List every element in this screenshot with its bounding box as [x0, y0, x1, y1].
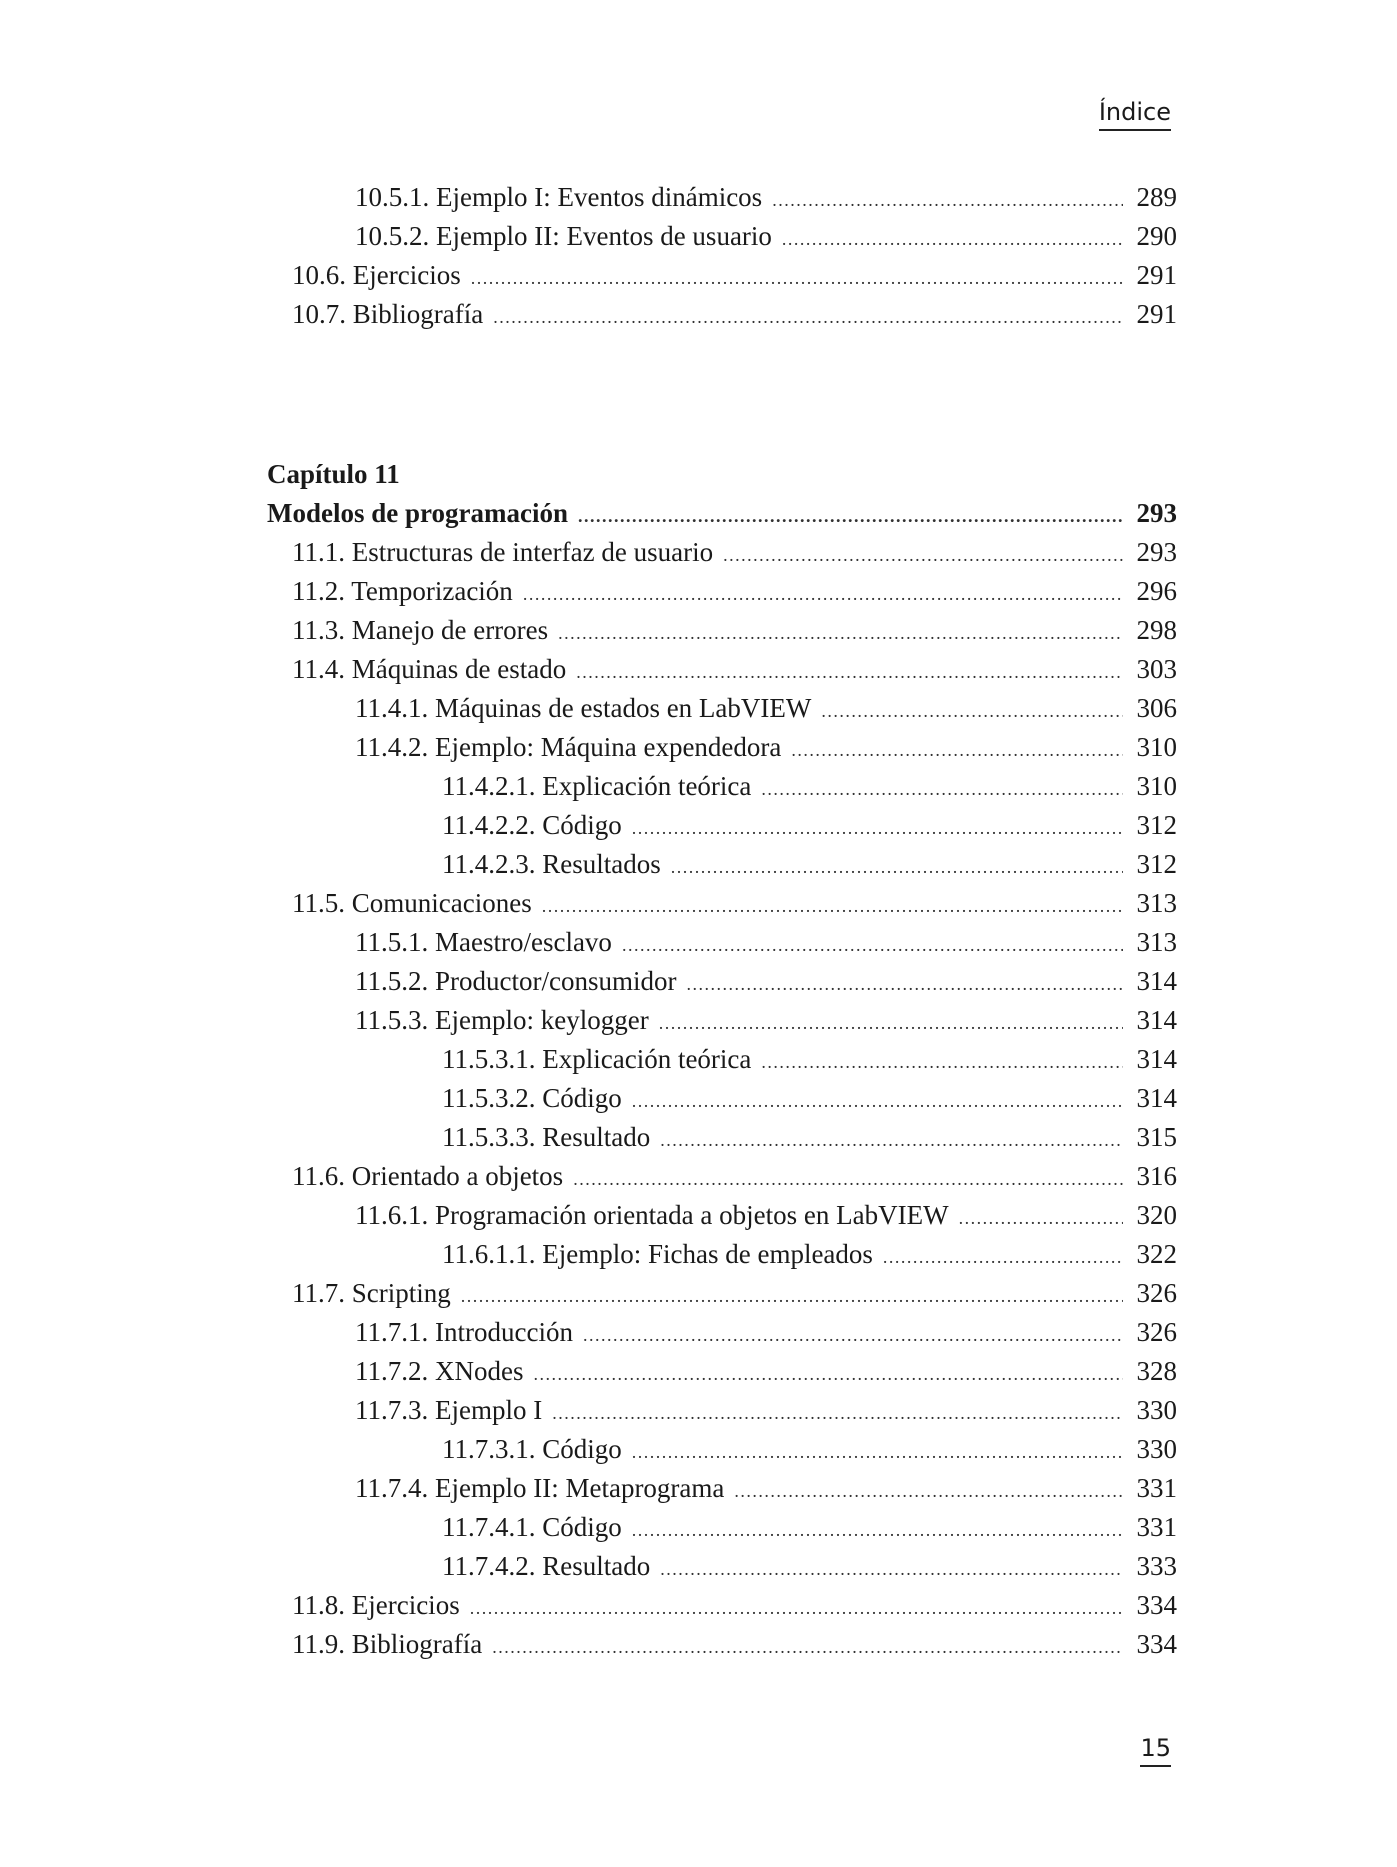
- toc-entry-label: 11.6.1.1. Ejemplo: Fichas de empleados: [442, 1239, 873, 1269]
- toc-entry-page: 310: [1136, 771, 1177, 801]
- toc-entry-page: 316: [1136, 1161, 1177, 1191]
- leader-dots: [493, 298, 1122, 337]
- running-head-title: Índice: [1099, 100, 1171, 131]
- toc-entry-page: 331: [1136, 1512, 1177, 1542]
- toc-entry-list: [267, 533, 1177, 1664]
- toc-entry-label: 11.6. Orientado a objetos: [292, 1161, 564, 1191]
- leader-dots: [523, 575, 1123, 614]
- toc-entry-page: 326: [1136, 1317, 1177, 1347]
- toc-entry-label: 11.3. Manejo de errores: [292, 615, 549, 645]
- toc-continued-section: [267, 178, 1177, 334]
- chapter-label: Capítulo 11: [267, 459, 400, 489]
- toc-entry[interactable]: [267, 767, 1177, 806]
- leader-dots: [542, 887, 1123, 926]
- leader-dots: [578, 497, 1123, 536]
- leader-dots: [772, 181, 1122, 220]
- leader-dots: [660, 1121, 1122, 1160]
- toc-entry[interactable]: [267, 845, 1177, 884]
- toc-entry[interactable]: [267, 650, 1177, 689]
- toc-entry-page: 291: [1136, 260, 1177, 290]
- toc-entry-page: 290: [1136, 221, 1177, 251]
- toc-entry[interactable]: [267, 1001, 1177, 1040]
- toc-entry[interactable]: [267, 533, 1177, 572]
- leader-dots: [791, 731, 1122, 770]
- toc-entry-label: 11.5.2. Productor/consumidor: [355, 966, 677, 996]
- toc-entry[interactable]: [267, 1547, 1177, 1586]
- toc-entry-page: 298: [1136, 615, 1177, 645]
- toc-entry-page: 330: [1136, 1434, 1177, 1464]
- toc-entry[interactable]: [267, 1430, 1177, 1469]
- toc-entry[interactable]: [267, 1586, 1177, 1625]
- leader-dots: [461, 1277, 1123, 1316]
- toc-entry-label: 11.7.1. Introducción: [355, 1317, 573, 1347]
- toc-entry-page: 313: [1136, 927, 1177, 957]
- page-number: 15: [1140, 1736, 1171, 1767]
- leader-dots: [470, 1589, 1123, 1628]
- toc-entry-page: 293: [1136, 537, 1177, 567]
- leader-dots: [471, 259, 1123, 298]
- toc-entry-label: 11.8. Ejercicios: [292, 1590, 460, 1620]
- chapter-title: Modelos de programación: [267, 498, 568, 528]
- toc-entry[interactable]: [267, 1469, 1177, 1508]
- leader-dots: [660, 1550, 1122, 1589]
- toc-entry[interactable]: [267, 923, 1177, 962]
- toc-entry[interactable]: [267, 1118, 1177, 1157]
- leader-dots: [686, 965, 1122, 1004]
- toc-entry-page: 315: [1136, 1122, 1177, 1152]
- chapter-title-entry[interactable]: [267, 494, 1177, 533]
- leader-dots: [659, 1004, 1123, 1043]
- leader-dots: [622, 926, 1123, 965]
- toc-entry[interactable]: [267, 1352, 1177, 1391]
- toc-entry[interactable]: [267, 1391, 1177, 1430]
- toc-entry-label: 11.5.3.2. Código: [442, 1083, 622, 1113]
- leader-dots: [552, 1394, 1122, 1433]
- toc-entry[interactable]: [267, 1274, 1177, 1313]
- toc-entry-page: 291: [1136, 299, 1177, 329]
- toc-entry[interactable]: [267, 295, 1177, 334]
- toc-entry-page: 289: [1136, 182, 1177, 212]
- toc-entry-label: 11.9. Bibliografía: [292, 1629, 483, 1659]
- toc-entry-label: 11.5.3.3. Resultado: [442, 1122, 651, 1152]
- toc-entry-label: 11.7.4.2. Resultado: [442, 1551, 651, 1581]
- toc-entry-page: 331: [1136, 1473, 1177, 1503]
- toc-entry-page: 320: [1136, 1200, 1177, 1230]
- toc-entry[interactable]: [267, 728, 1177, 767]
- toc-entry-page: 314: [1136, 1083, 1177, 1113]
- chapter-page: 293: [1136, 498, 1177, 528]
- leader-dots: [576, 653, 1122, 692]
- toc-entry-label: 11.4.2.1. Explicación teórica: [442, 771, 752, 801]
- toc-entry-page: 334: [1136, 1629, 1177, 1659]
- leader-dots: [534, 1355, 1123, 1394]
- toc-entry-page: 306: [1136, 693, 1177, 723]
- leader-dots: [632, 809, 1123, 848]
- toc-entry-label: 11.1. Estructuras de interfaz de usuario: [292, 537, 714, 567]
- toc-entry-page: 312: [1136, 810, 1177, 840]
- leader-dots: [723, 536, 1122, 575]
- toc-entry-page: 334: [1136, 1590, 1177, 1620]
- toc-entry-page: 310: [1136, 732, 1177, 762]
- toc-entry-label: 11.4.2.2. Código: [442, 810, 622, 840]
- toc-entry[interactable]: [267, 1508, 1177, 1547]
- leader-dots: [782, 220, 1123, 259]
- toc-entry[interactable]: [267, 1157, 1177, 1196]
- toc-entry[interactable]: [267, 256, 1177, 295]
- toc-entry-label: 10.5.1. Ejemplo I: Eventos dinámicos: [355, 182, 763, 212]
- toc-entry-page: 330: [1136, 1395, 1177, 1425]
- leader-dots: [492, 1628, 1122, 1667]
- toc-entry-label: 11.5.3.1. Explicación teórica: [442, 1044, 752, 1074]
- leader-dots: [761, 1043, 1122, 1082]
- toc-entry-label: 11.6.1. Programación orientada a objetos en LabVIEW: [355, 1200, 949, 1230]
- leader-dots: [959, 1199, 1123, 1238]
- toc-entry[interactable]: [267, 806, 1177, 845]
- toc-entry-label: 11.7.4.1. Código: [442, 1512, 622, 1542]
- toc-entry[interactable]: [267, 962, 1177, 1001]
- leader-dots: [573, 1160, 1122, 1199]
- toc-entry[interactable]: [267, 1079, 1177, 1118]
- toc-entry[interactable]: [267, 1196, 1177, 1235]
- toc-chapter-11: [267, 455, 1177, 1664]
- leader-dots: [734, 1472, 1122, 1511]
- leader-dots: [583, 1316, 1123, 1355]
- toc-entry-label: 11.2. Temporización: [292, 576, 513, 606]
- toc-entry-page: 322: [1136, 1239, 1177, 1269]
- toc-entry-label: 11.7.3.1. Código: [442, 1434, 622, 1464]
- toc-entry-label: 11.7.4. Ejemplo II: Metaprograma: [355, 1473, 725, 1503]
- toc-entry[interactable]: [267, 1625, 1177, 1664]
- leader-dots: [821, 692, 1122, 731]
- leader-dots: [761, 770, 1122, 809]
- toc-entry-label: 11.4. Máquinas de estado: [292, 654, 567, 684]
- toc-entry-page: 326: [1136, 1278, 1177, 1308]
- leader-dots: [558, 614, 1122, 653]
- toc-entry-page: 314: [1136, 1044, 1177, 1074]
- toc-entry[interactable]: [267, 884, 1177, 923]
- toc-entry-label: 10.5.2. Ejemplo II: Eventos de usuario: [355, 221, 772, 251]
- toc-entry-page: 314: [1136, 1005, 1177, 1035]
- toc-entry[interactable]: [267, 1040, 1177, 1079]
- toc-entry-label: 11.4.1. Máquinas de estados en LabVIEW: [355, 693, 812, 723]
- toc-entry-label: 11.5. Comunicaciones: [292, 888, 532, 918]
- toc-entry-label: 11.7.3. Ejemplo I: [355, 1395, 543, 1425]
- toc-entry-page: 312: [1136, 849, 1177, 879]
- toc-entry[interactable]: [267, 689, 1177, 728]
- toc-entry-label: 11.7.2. XNodes: [355, 1356, 524, 1386]
- toc-entry-label: 11.4.2. Ejemplo: Máquina expendedora: [355, 732, 782, 762]
- toc-entry[interactable]: [267, 611, 1177, 650]
- leader-dots: [883, 1238, 1123, 1277]
- toc-entry-page: 313: [1136, 888, 1177, 918]
- toc-entry-page: 328: [1136, 1356, 1177, 1386]
- toc-entry-page: 314: [1136, 966, 1177, 996]
- toc-entry-label: 10.7. Bibliografía: [292, 299, 484, 329]
- leader-dots: [632, 1433, 1123, 1472]
- leader-dots: [632, 1082, 1123, 1121]
- toc-entry-page: 303: [1136, 654, 1177, 684]
- toc-entry-page: 296: [1136, 576, 1177, 606]
- toc-entry-page: 333: [1136, 1551, 1177, 1581]
- toc-entry[interactable]: [267, 217, 1177, 256]
- leader-dots: [632, 1511, 1123, 1550]
- toc-entry[interactable]: [267, 1235, 1177, 1274]
- toc-entry[interactable]: [267, 178, 1177, 217]
- toc-entry-label: 10.6. Ejercicios: [292, 260, 461, 290]
- toc-entry-label: 11.5.1. Maestro/esclavo: [355, 927, 612, 957]
- toc-entry[interactable]: [267, 572, 1177, 611]
- toc-entry[interactable]: [267, 1313, 1177, 1352]
- toc-entry-label: 11.5.3. Ejemplo: keylogger: [355, 1005, 649, 1035]
- toc-entry-label: 11.7. Scripting: [292, 1278, 451, 1308]
- toc-entry-label: 11.4.2.3. Resultados: [442, 849, 661, 879]
- leader-dots: [671, 848, 1123, 887]
